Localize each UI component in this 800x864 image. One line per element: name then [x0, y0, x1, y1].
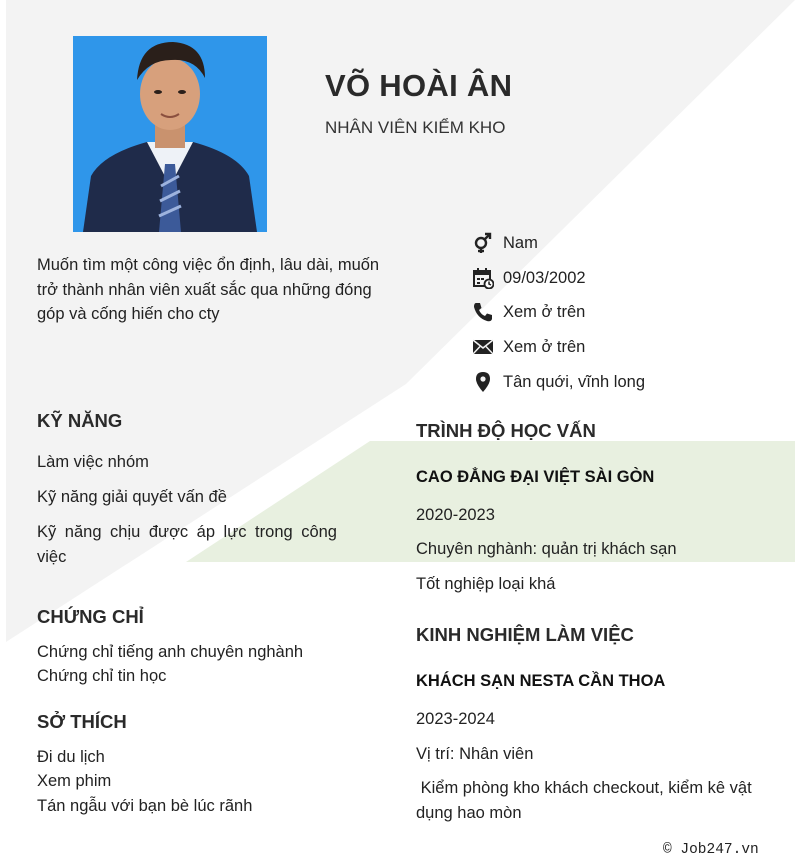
info-phone [472, 300, 585, 324]
info-address [472, 370, 645, 394]
job-title: NHÂN VIÊN KIỂM KHO [325, 118, 506, 137]
education-period: 2020-2023 [416, 506, 495, 524]
calendar-icon [472, 267, 494, 289]
skills-title: KỸ NĂNG [37, 410, 123, 431]
company-name: KHÁCH SẠN NESTA CẦN THOA [416, 672, 666, 690]
location-pin-icon [472, 371, 494, 393]
career-objective: Muốn tìm một công việc ổn định, lâu dài, muốn trở thành nhân viên xuất sắc qua những đóng góp và cống hiến cho cty [37, 256, 380, 323]
experience-period: 2023-2024 [416, 710, 495, 728]
gender-icon [472, 232, 494, 254]
education-title: TRÌNH ĐỘ HỌC VẤN [416, 420, 596, 441]
hobby-item: Tán ngẫu với bạn bè lúc rãnh [37, 797, 253, 815]
certificate-item: Chứng chỉ tiếng anh chuyên nghành [37, 643, 304, 661]
certificate-item: Chứng chỉ tin học [37, 667, 167, 685]
info-gender [472, 231, 538, 255]
phone-value: Xem ở trên [503, 302, 586, 321]
education-major: Chuyên nghành: quản trị khách sạn [416, 540, 677, 558]
experience-description: Kiểm phòng kho khách checkout, kiểm kê vật dụng hao mòn [416, 779, 757, 822]
gender-value: Nam [503, 233, 538, 252]
skill-item: Làm việc nhóm [37, 453, 149, 471]
birthday-value: 09/03/2002 [503, 268, 586, 287]
footer-copyright: © Job247.vn [663, 842, 759, 858]
skill-item: Kỹ năng giải quyết vấn đề [37, 488, 227, 506]
certificates-title: CHỨNG CHỈ [37, 606, 144, 627]
experience-title: KINH NGHIỆM LÀM VIỆC [416, 624, 634, 645]
candidate-name: VÕ HOÀI ÂN [325, 68, 513, 103]
skill-item: Kỹ năng chịu được áp lực trong công việc [37, 523, 337, 566]
profile-photo [73, 36, 267, 232]
info-email [472, 335, 585, 359]
envelope-icon [472, 336, 494, 358]
email-value: Xem ở trên [503, 337, 586, 356]
address-value: Tân quới, vĩnh long [503, 372, 645, 391]
info-birthday [472, 266, 586, 290]
school-name: CAO ĐẲNG ĐẠI VIỆT SÀI GÒN [416, 468, 655, 486]
experience-position: Vị trí: Nhân viên [416, 745, 534, 763]
phone-icon [472, 301, 494, 323]
education-grade: Tốt nghiệp loại khá [416, 575, 556, 593]
hobby-item: Xem phim [37, 772, 112, 790]
hobbies-title: SỞ THÍCH [37, 711, 127, 732]
hobby-item: Đi du lịch [37, 748, 105, 766]
